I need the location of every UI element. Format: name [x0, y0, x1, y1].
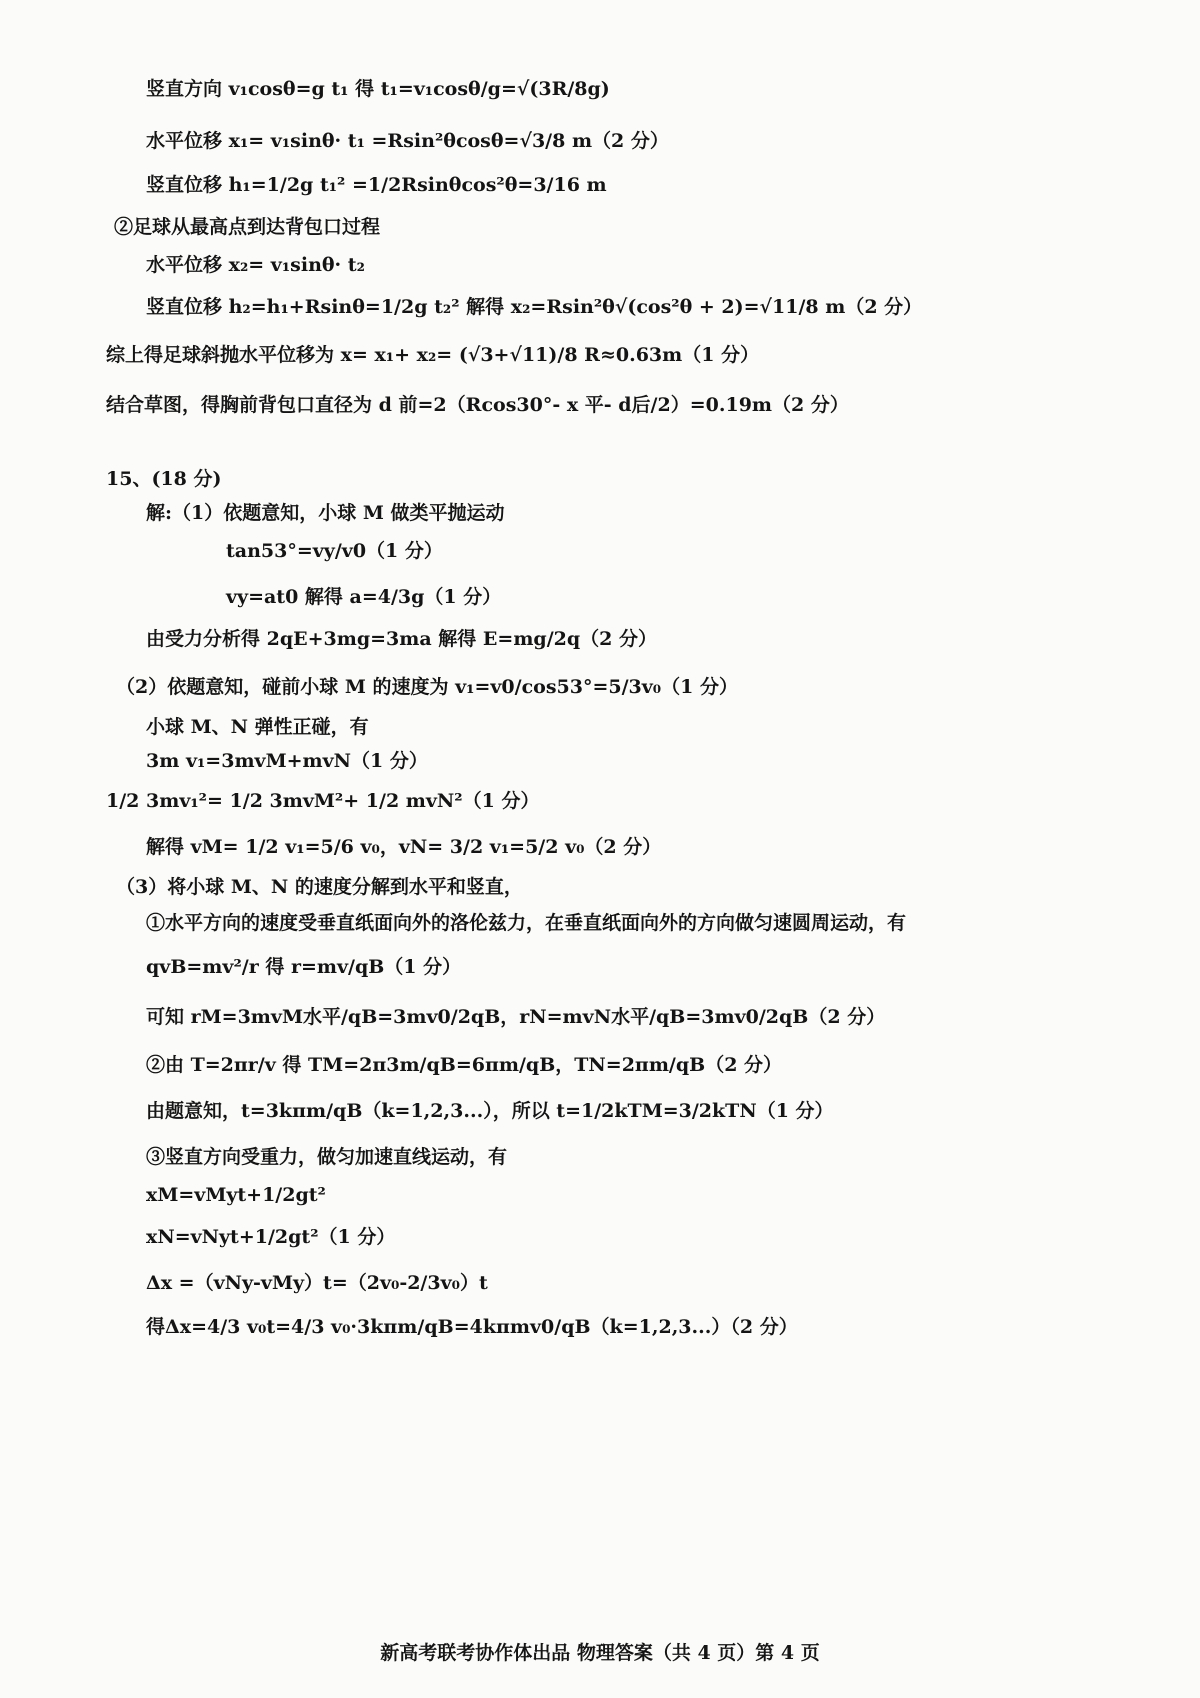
text-line: ③竖直方向受重力，做匀加速直线运动，有: [146, 1146, 508, 1168]
text-line: 1/2 3mv₁²= 1/2 3mvM²+ 1/2 mvN²（1 分）: [106, 790, 540, 812]
text-line: 由受力分析得 2qE+3mg=3ma 解得 E=mg/2q（2 分）: [146, 628, 657, 650]
text-line: ①水平方向的速度受垂直纸面向外的洛伦兹力，在垂直纸面向外的方向做匀速圆周运动，有: [146, 912, 907, 934]
text-line: 结合草图，得胸前背包口直径为 d 前=2（Rcos30°- x 平- d后/2）=0.19m（2 分）: [106, 394, 849, 416]
text-line: 竖直位移 h₂=h₁+Rsinθ=1/2g t₂² 解得 x₂=Rsin²θ√(cos²θ + 2)=√11/8 m（2 分）: [146, 296, 923, 318]
text-line: 解得 vM= 1/2 v₁=5/6 v₀，vN= 3/2 v₁=5/2 v₀（2 分）: [146, 836, 662, 858]
text-line: 得Δx=4/3 v₀t=4/3 v₀·3kπm/qB=4kπmv0/qB（k=1,2,3...）（2 分）: [146, 1316, 798, 1338]
text-line: （2）依题意知，碰前小球 M 的速度为 v₁=v0/cos53°=5/3v₀（1 分）: [116, 676, 738, 698]
text-line: vy=at0 解得 a=4/3g（1 分）: [226, 586, 502, 608]
text-line: 可知 rM=3mvM水平/qB=3mv0/2qB，rN=mvN水平/qB=3mv0/2qB（2 分）: [146, 1006, 886, 1028]
text-line: xN=vNyt+1/2gt²（1 分）: [146, 1226, 396, 1248]
text-line: qvB=mv²/r 得 r=mv/qB（1 分）: [146, 956, 462, 978]
text-line: ②足球从最高点到达背包口过程: [114, 216, 381, 238]
text-line: 竖直位移 h₁=1/2g t₁² =1/2Rsinθcos²θ=3/16 m: [146, 174, 607, 196]
text-line: 水平位移 x₂= v₁sinθ· t₂: [146, 254, 365, 276]
text-line: 小球 M、N 弹性正碰，有: [146, 716, 369, 738]
text-line: 综上得足球斜抛水平位移为 x= x₁+ x₂= (√3+√11)/8 R≈0.63m（1 分）: [106, 344, 760, 366]
text-line: 3m v₁=3mvM+mvN（1 分）: [146, 750, 428, 772]
text-line: tan53°=vy/v0（1 分）: [226, 540, 443, 562]
text-line: 解:（1）依题意知，小球 M 做类平抛运动: [146, 502, 505, 524]
text-line: 竖直方向 v₁cosθ=g t₁ 得 t₁=v₁cosθ/g=√(3R/8g): [146, 78, 610, 100]
question-heading: 15、(18 分): [106, 468, 222, 490]
text-line: Δx =（vNy-vMy）t=（2v₀-2/3v₀）t: [146, 1272, 488, 1294]
text-line: 水平位移 x₁= v₁sinθ· t₁ =Rsin²θcosθ=√3/8 m（2 分）: [146, 130, 669, 152]
text-line: （3）将小球 M、N 的速度分解到水平和竖直，: [116, 876, 523, 898]
text-line: ②由 T=2πr/v 得 TM=2π3m/qB=6πm/qB，TN=2πm/qB（2 分）: [146, 1054, 783, 1076]
text-line: 由题意知，t=3kπm/qB（k=1,2,3...），所以 t=1/2kTM=3/2kTN（1 分）: [146, 1100, 834, 1122]
page-footer: 新高考联考协作体出品 物理答案（共 4 页）第 4 页: [380, 1642, 820, 1664]
text-line: xM=vMyt+1/2gt²: [146, 1184, 326, 1206]
